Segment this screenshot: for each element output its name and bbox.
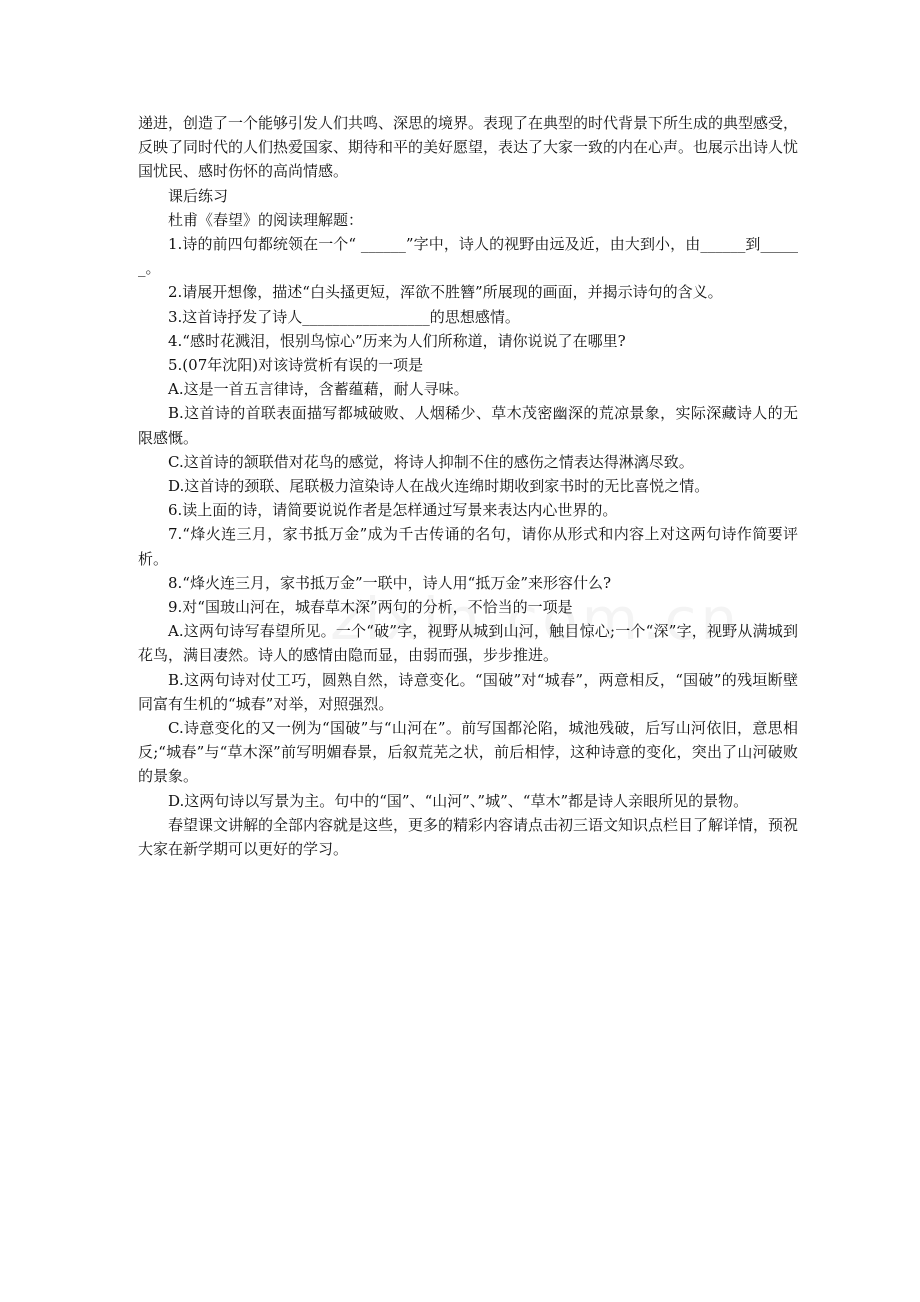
question-3: 3.这首诗抒发了诗人_________________的思想感情。	[168, 307, 520, 326]
question-9-option-a: A.这两句诗写春望所见。一个“破”字，视野从城到山河，触目惊心;一个“深”字，视野从满城到花鸟，满目凄然。诗人的感情由隐而显，由弱而强，步步推进。	[138, 622, 798, 665]
question-9-option-c: C.诗意变化的又一例为“国破”与“山河在”。前写国都沦陷，城池残破，后写山河依旧，意思相反;“城春”与“草木深”前写明媚春景，后叙荒芜之状，前后相悖，这种诗意的变化，突出了山河破败的景象。	[138, 719, 798, 786]
question-9-option-d: D.这两句诗以写景为主。句中的“国”、“山河”、”城”、“草木”都是诗人亲眼所见的景物。	[168, 791, 749, 810]
question-8: 8.“烽火连三月，家书抵万金”一联中，诗人用“抵万金”来形容什么?	[168, 573, 612, 592]
question-5-option-b: B.这首诗的首联表面描写都城破败、人烟稀少、草木茂密幽深的荒凉景象，实际深藏诗人的无限感慨。	[138, 404, 798, 447]
question-9-option-b: B.这两句诗对仗工巧，圆熟自然，诗意变化。“国破”对“城春”，两意相反，“国破”的残垣断壁同富有生机的“城春”对举，对照强烈。	[138, 670, 798, 713]
question-5-option-d: D.这首诗的颈联、尾联极力渲染诗人在战火连绵时期收到家书时的无比喜悦之情。	[168, 477, 710, 496]
question-9: 9.对“国玻山河在，城春草木深”两句的分析，不恰当的一项是	[168, 598, 573, 617]
document-body	[138, 111, 798, 861]
section-heading: 课后练习	[168, 186, 229, 205]
question-2: 2.请展开想像，描述“白头搔更短，浑欲不胜簪”所展现的画面，并揭示诗句的含义。	[168, 283, 723, 302]
question-4: 4.“感时花溅泪，恨别鸟惊心”历来为人们所称道，请你说说了在哪里?	[168, 331, 626, 350]
question-5: 5.(07年沈阳)对该诗赏析有误的一项是	[168, 356, 424, 375]
exercise-title: 杜甫《春望》的阅读理解题：	[168, 210, 364, 229]
question-5-option-a: A.这是一首五言律诗，含蓄蕴藉，耐人寻味。	[168, 380, 469, 399]
closing-paragraph: 春望课文讲解的全部内容就是这些，更多的精彩内容请点击初三语文知识点栏目了解详情，预祝大家在新学期可以更好的学习。	[138, 815, 799, 859]
question-1: 1.诗的前四句都统领在一个“ ______”字中，诗人的视野由远及近，由大到小，由______到______。	[138, 235, 798, 278]
question-6: 6.读上面的诗，请简要说说作者是怎样通过写景来表达内心世界的。	[168, 501, 618, 520]
question-7: 7.“烽火连三月，家书抵万金”成为千古传诵的名句，请你从形式和内容上对这两句诗作简要评析。	[138, 525, 798, 568]
question-5-option-c: C.这首诗的颔联借对花鸟的感觉，将诗人抑制不住的感伤之情表达得淋漓尽致。	[168, 452, 694, 471]
intro-paragraph: 递进，创造了一个能够引发人们共鸣、深思的境界。表现了在典型的时代背景下所生成的典型感受，反映了同时代的人们热爱国家、期待和平的美好愿望，表达了大家一致的内在心声。也展示出诗人忧国忧民、感时伤怀的高尚情感。	[138, 114, 799, 181]
